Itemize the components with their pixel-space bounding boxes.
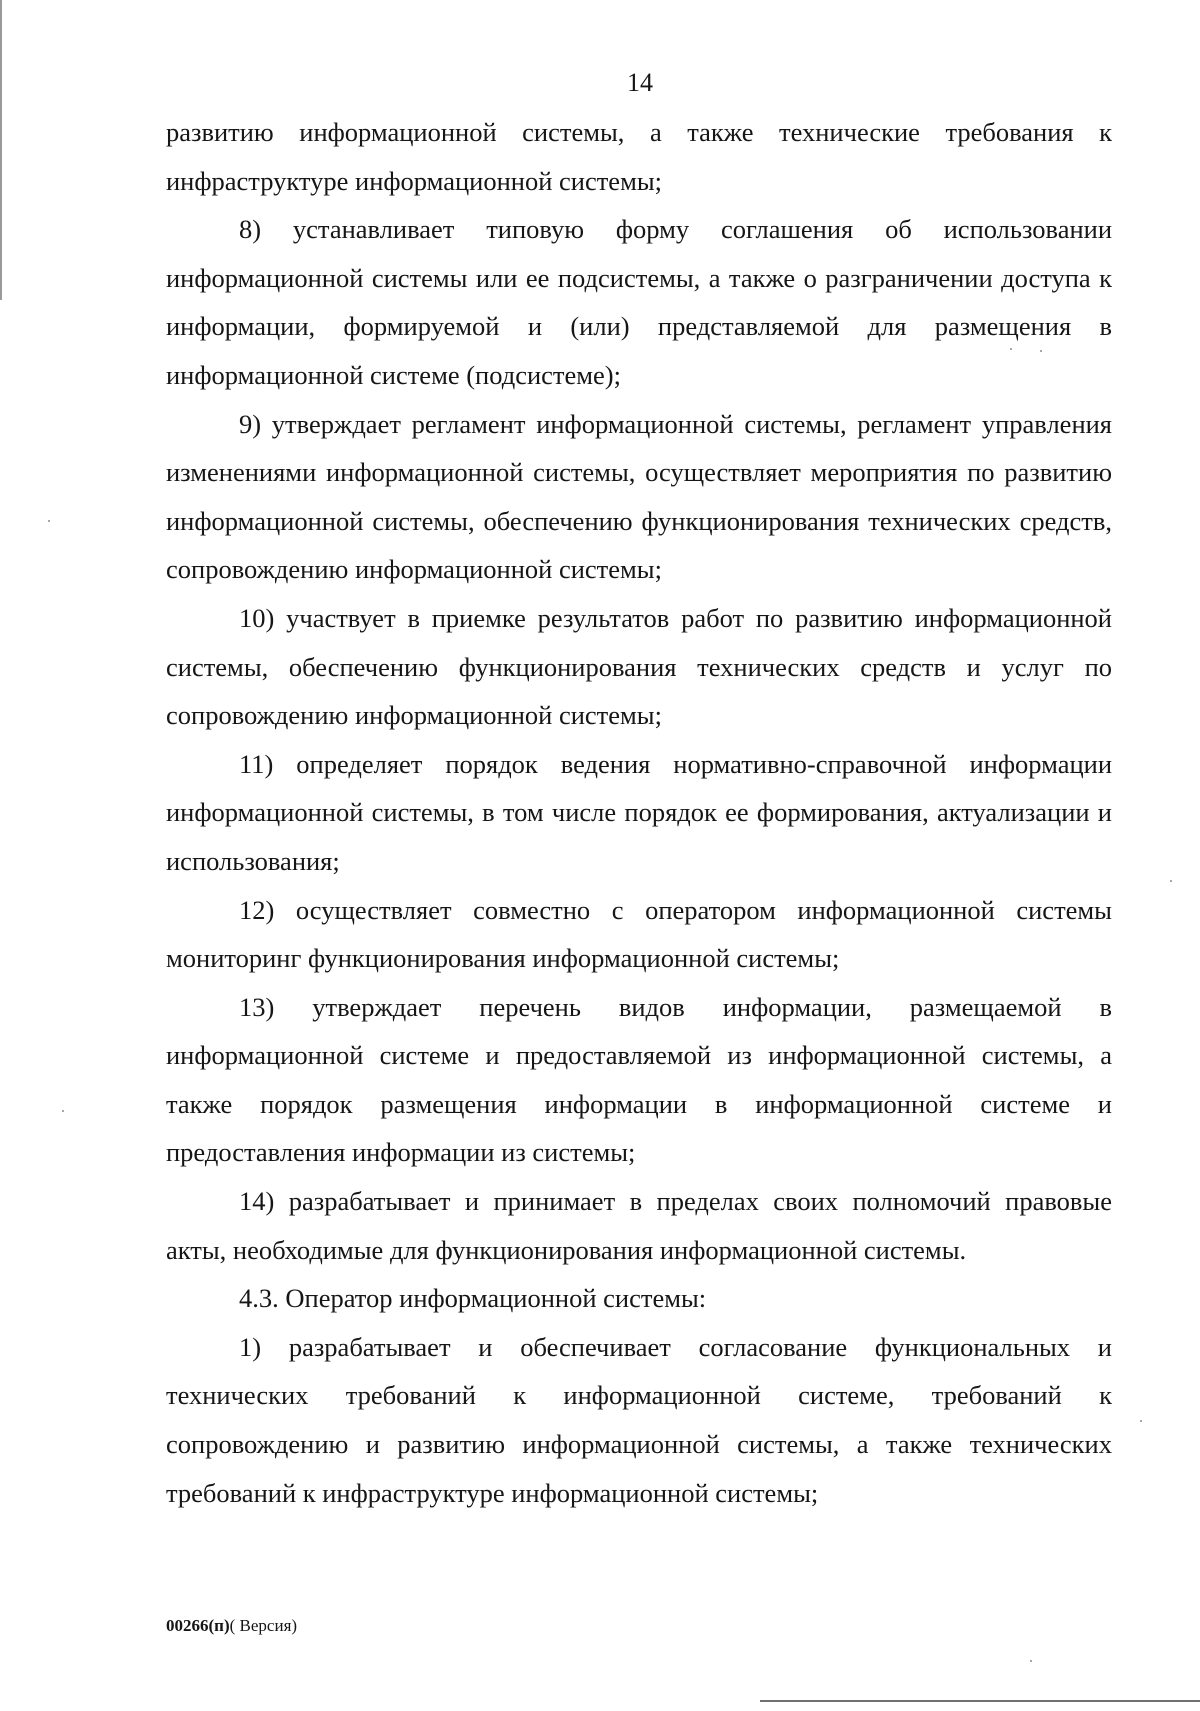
paragraph-item-14: 14) разрабатывает и принимает в пределах своих полномочий правовые акты, необходимые для функционирования информационной системы. — [166, 1186, 1112, 1265]
page-number: 14 — [627, 68, 653, 97]
section-heading-4-3: 4.3. Оператор информационной системы: — [239, 1283, 707, 1314]
scan-speck — [1170, 880, 1172, 882]
paragraph-item-10: 10) участвует в приемке результатов работ по развитию информационной системы, обеспечению функционирования технических средств и услуг по сопровождению информационной системы; — [166, 602, 1112, 731]
scan-speck — [1010, 348, 1012, 350]
document-body — [166, 108, 1112, 1517]
scan-speck — [1140, 1420, 1142, 1422]
footer-document-code: 00266(п) — [166, 1616, 230, 1635]
scan-speck — [48, 520, 50, 522]
document-footer — [166, 1616, 297, 1636]
scan-speck — [1040, 350, 1042, 352]
paragraph-operator-item-1: 1) разрабатывает и обеспечивает согласование функциональных и технических требований к информационной системе, требований к сопровождению и развитию информационной системы, а также технических требований к инфраструктуре информационной системы; — [166, 1331, 1112, 1508]
paragraph-item-12: 12) осуществляет совместно с оператором информационной системы мониторинг функционирования информационной системы; — [166, 894, 1112, 974]
paragraph-item-13: 13) утверждает перечень видов информации, размещаемой в информационной системе и предоставляемой из информационной системы, а также порядок размещения информации в информационной системе и предоставления информации из системы; — [166, 991, 1112, 1168]
paragraph-item-11: 11) определяет порядок ведения нормативно-справочной информации информационной системы, в том числе порядок ее формирования, актуализации и использования; — [166, 748, 1112, 876]
paragraph-item-8: 8) устанавливает типовую форму соглашения об использовании информационной системы или ее подсистемы, а также о разграничении доступа к информации, формируемой и (или) представляемой для размещения в информационной системе (подсистеме); — [166, 214, 1112, 390]
scan-edge-left — [0, 0, 2, 300]
paragraph-item-9: 9) утверждает регламент информационной системы, регламент управления изменениями информационной системы, осуществляет мероприятия по развитию информационной системы, обеспечению функционирования технических средств, сопровождению информационной системы; — [166, 408, 1112, 585]
footer-version: ( Версия) — [229, 1616, 298, 1635]
scan-speck — [1030, 1660, 1032, 1662]
scan-speck — [62, 1110, 64, 1112]
paragraph-continuation: развитию информационной системы, а также технические требования к инфраструктуре информационной системы; — [166, 117, 1112, 196]
scan-edge-bottom — [760, 1700, 1200, 1702]
